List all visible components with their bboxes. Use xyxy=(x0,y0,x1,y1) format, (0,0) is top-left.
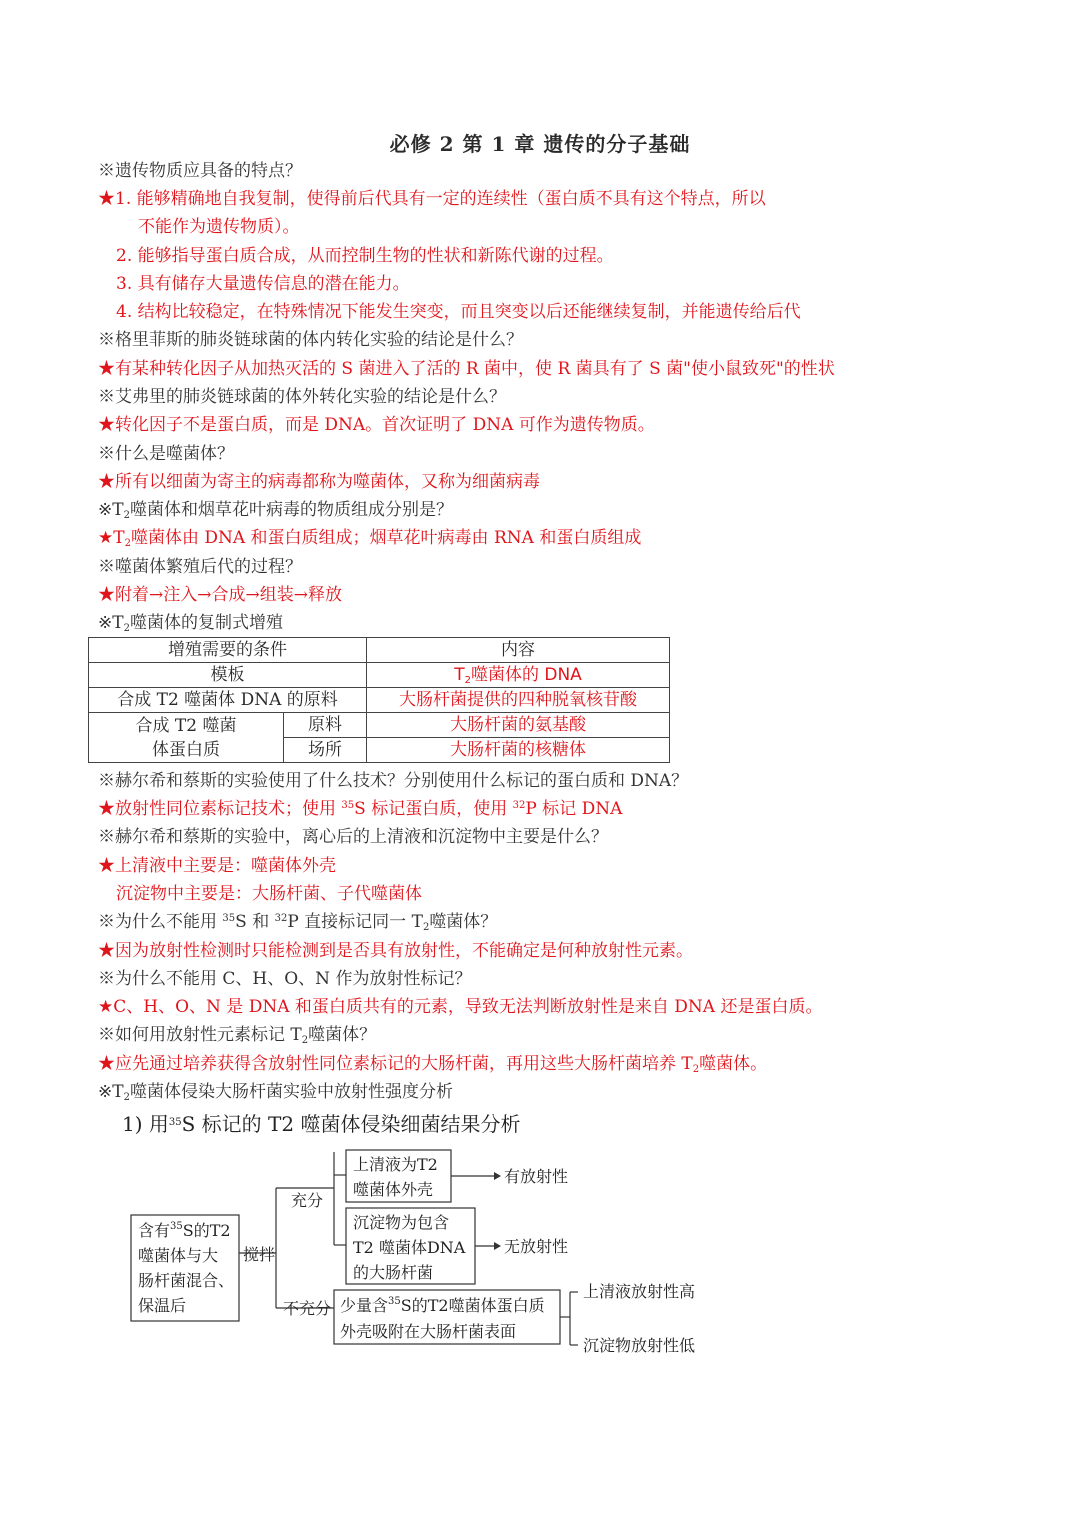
supernatant-line-2: 噬菌体外壳 xyxy=(353,1180,434,1199)
answer-line: 4. 结构比较稳定，在特殊情况下能发生突变，而且突变以后还能继续复制，并能遗传给后代 xyxy=(116,302,801,322)
star-icon: ★ xyxy=(98,856,115,876)
question-line: ※噬菌体繁殖后代的过程？ xyxy=(98,557,302,577)
question-line: $※T_2$噬菌体的复制式增殖 xyxy=(98,613,283,634)
table-cell: 合成 T2 噬菌体 DNA 的原料 xyxy=(89,688,367,713)
table-cell: $T_2$噬菌体的 DNA xyxy=(367,663,670,688)
question-line: ※为什么不能用 C、H、O、N 作为放射性标记？ xyxy=(98,969,472,989)
table-cell: 大肠杆菌的核糖体 xyxy=(367,738,670,763)
answer-line: ★上清液中主要是：噬菌体外壳 xyxy=(98,856,336,876)
question-line: $※T_2$噬菌体和烟草花叶病毒的物质组成分别是？ xyxy=(98,500,453,521)
answer-line: 2. 能够指导蛋白质合成，从而控制生物的性状和新陈代谢的过程。 xyxy=(116,246,614,266)
answer-line: 3. 具有储存大量遗传信息的潜在能力。 xyxy=(116,274,410,294)
answer-line: ★应先通过培养获得含放射性同位素标记的大肠杆菌，再用这些大肠杆菌培养 $T_2$噬菌体。 xyxy=(98,1054,768,1075)
answer-line: ★因为放射性检测时只能检测到是否具有放射性，不能确定是何种放射性元素。 xyxy=(98,941,693,961)
partial-line-1: 少量含$^{35}$S的T2噬菌体蛋白质 xyxy=(340,1296,545,1315)
answer-line: ★所有以细菌为寄主的病毒都称为噬菌体，又称为细菌病毒 xyxy=(98,472,540,492)
section-title: 1) 用$^{35}$S 标记的 T2 噬菌体侵染细菌结果分析 xyxy=(122,1112,521,1136)
question-line: $※T_2$噬菌体侵染大肠杆菌实验中放射性强度分析 xyxy=(98,1082,453,1103)
answer-line: ★1. 能够精确地自我复制，使得前后代具有一定的连续性（蛋白质不具有这个特点，所以 xyxy=(98,189,766,209)
star-icon: ★ xyxy=(98,585,115,605)
answer-line: ★转化因子不是蛋白质，而是 DNA。首次证明了 DNA 可作为遗传物质。 xyxy=(98,415,655,435)
partial-high: 上清液放射性高 xyxy=(583,1282,696,1301)
start-line-4: 保温后 xyxy=(138,1296,187,1315)
start-line-3: 肠杆菌混合、 xyxy=(138,1271,235,1290)
table-cell: 合成 T2 噬菌 体蛋白质 xyxy=(89,713,284,763)
question-line: ※为什么不能用 $^{35}$S 和 $^{32}$P 直接标记同一 $T_2$噬菌体？ xyxy=(98,912,498,933)
answer-line: 沉淀物中主要是：大肠杆菌、子代噬菌体 xyxy=(116,884,422,904)
full-label: 充分 xyxy=(291,1191,324,1210)
answer-line: ★附着→注入→合成→组装→释放 xyxy=(98,585,342,605)
answer-line: ★放射性同位素标记技术；使用 $^{35}$S 标记蛋白质，使用 $^{32}$P 标记 DNA xyxy=(98,799,623,819)
table-cell: 场所 xyxy=(284,738,367,763)
star-icon: ★ xyxy=(98,997,114,1017)
partial-label: 不充分 xyxy=(283,1299,332,1318)
star-icon: ★ xyxy=(98,941,115,961)
answer-line: 不能作为遗传物质）。 xyxy=(138,217,300,237)
answer-line: $★T_2$噬菌体由 DNA 和蛋白质组成；烟草花叶病毒由 RNA 和蛋白质组成 xyxy=(98,528,642,549)
supernatant-line-1: 上清液为T2 xyxy=(353,1155,438,1174)
star-icon: ★ xyxy=(98,528,114,548)
table-header-conditions: 增殖需要的条件 xyxy=(89,638,367,663)
answer-line: ★有某种转化因子从加热灭活的 S 菌进入了活的 R 菌中，使 R 菌具有了 S 菌"使小鼠致死"的性状 xyxy=(98,359,835,379)
sediment-line-2: T2 噬菌体DNA xyxy=(353,1238,466,1257)
start-line-1: 含有$^{35}$S的T2 xyxy=(138,1221,231,1240)
start-line-2: 噬菌体与大 xyxy=(138,1246,219,1265)
table-header-content: 内容 xyxy=(367,638,670,663)
question-line: ※格里菲斯的肺炎链球菌的体内转化实验的结论是什么？ xyxy=(98,330,523,350)
question-line: ※遗传物质应具备的特点？ xyxy=(98,161,302,181)
sediment-result: 无放射性 xyxy=(504,1237,569,1256)
question-line: ※赫尔希和蔡斯的实验中，离心后的上清液和沉淀物中主要是什么？ xyxy=(98,827,608,847)
arrow-icon xyxy=(494,1242,501,1250)
star-icon: ★ xyxy=(98,799,115,819)
arrow-icon xyxy=(494,1172,501,1180)
table-cell: 大肠杆菌提供的四种脱氧核苷酸 xyxy=(367,688,670,713)
page-title: 必修 2 第 1 章 遗传的分子基础 xyxy=(389,132,691,156)
partial-line-2: 外壳吸附在大肠杆菌表面 xyxy=(340,1322,517,1341)
supernatant-result: 有放射性 xyxy=(504,1167,569,1186)
question-line: ※艾弗里的肺炎链球菌的体外转化实验的结论是什么？ xyxy=(98,387,506,407)
star-icon: ★ xyxy=(98,415,115,435)
star-icon: ★ xyxy=(98,1054,115,1074)
table-cell: 模板 xyxy=(89,663,367,688)
question-line: ※赫尔希和蔡斯的实验使用了什么技术？分别使用什么标记的蛋白质和 DNA？ xyxy=(98,771,689,791)
star-icon: ★ xyxy=(98,472,115,492)
table-cell: 原料 xyxy=(284,713,367,738)
table-cell: 大肠杆菌的氨基酸 xyxy=(367,713,670,738)
answer-line: ★C、H、O、N 是 DNA 和蛋白质共有的元素，导致无法判断放射性是来自 DNA 还是蛋白质。 xyxy=(98,997,823,1017)
stir-label: 搅拌 xyxy=(243,1245,276,1264)
star-icon: ★ xyxy=(98,359,115,379)
question-line: ※什么是噬菌体？ xyxy=(98,444,234,464)
sediment-line-3: 的大肠杆菌 xyxy=(353,1263,434,1282)
partial-low: 沉淀物放射性低 xyxy=(583,1336,696,1355)
question-line: ※如何用放射性元素标记 $T_2$噬菌体？ xyxy=(98,1025,377,1046)
sediment-line-1: 沉淀物为包含 xyxy=(353,1213,450,1232)
star-icon: ★ xyxy=(98,189,115,209)
